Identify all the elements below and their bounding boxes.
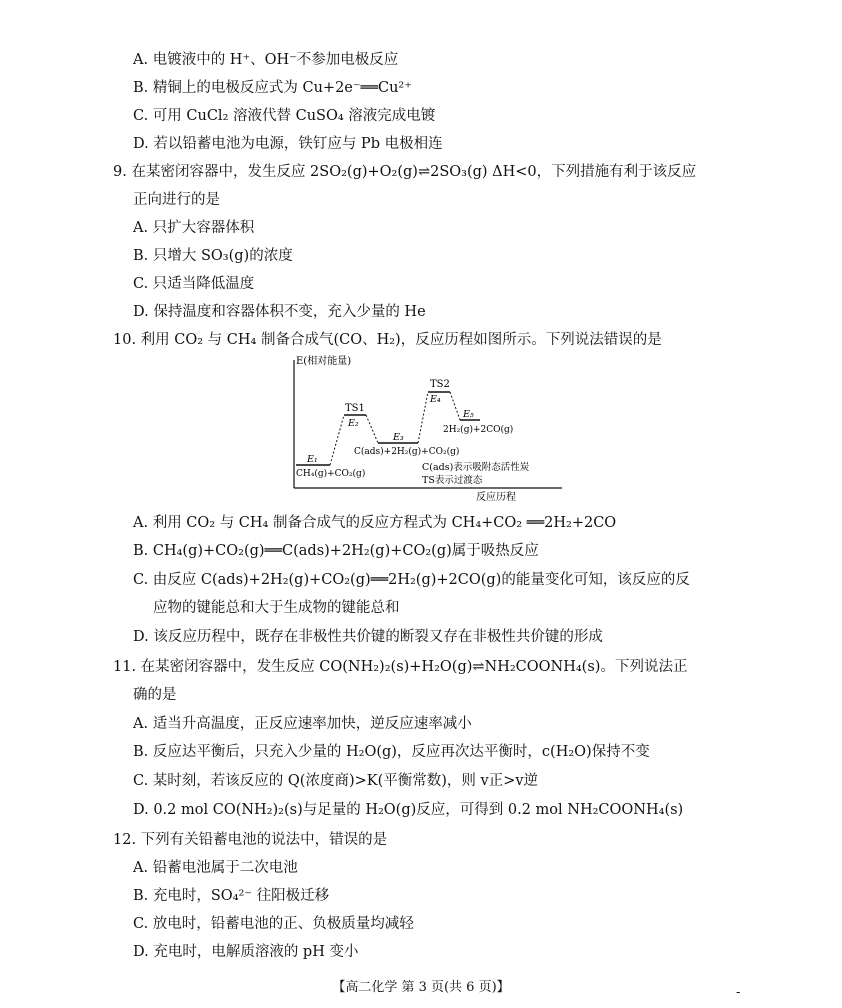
q11-stem-line2: 确的是 [133,687,177,703]
label-products: 2H₂(g)+2CO(g) [443,425,514,435]
label-e4: E₄ [430,394,441,405]
q11-option-a: A. 适当升高温度，正反应速率加快，逆反应速率减小 [133,716,472,732]
q8-option-c: C. 可用 CuCl₂ 溶液代替 CuSO₄ 溶液完成电镀 [133,108,436,124]
label-e1: E₁ [307,454,318,465]
q11-stem-line1: 11. 在某密闭容器中，发生反应 CO(NH₂)₂(s)+H₂O(g)⇌NH₂COONH₄(s)。下列说法正 [113,659,688,675]
q11-option-b: B. 反应达平衡后，只充入少量的 H₂O(g)，反应再次达平衡时，c(H₂O)保持不变 [133,744,650,760]
label-e2: E₂ [348,418,359,429]
q11-option-d: D. 0.2 mol CO(NH₂)₂(s)与足量的 H₂O(g)反应，可得到 0.2 mol NH₂COONH₄(s) [133,802,684,818]
x-axis-label: 反应历程 [476,492,516,503]
q8-option-d: D. 若以铅蓄电池为电源，铁钉应与 Pb 电极相连 [133,136,443,152]
label-e3: E₃ [393,432,404,443]
label-ts2: TS2 [430,379,450,390]
q8-option-a: A. 电镀液中的 H⁺、OH⁻不参加电极反应 [133,52,399,68]
q12-option-d: D. 充电时，电解质溶液的 pH 变小 [133,944,359,960]
q10-option-c-cont: 应物的键能总和大于生成物的键能总和 [153,600,400,616]
y-axis-label: E(相对能量) [296,356,352,367]
q10-option-b: B. CH₄(g)+CO₂(g)══C(ads)+2H₂(g)+CO₂(g)属于吸热反应 [133,543,539,559]
q12-option-b: B. 充电时，SO₄²⁻ 往阳极迁移 [133,888,330,904]
note-ts: TS表示过渡态 [422,475,483,486]
corner-mark: - [736,985,741,1000]
q9-option-c: C. 只适当降低温度 [133,276,255,292]
q10-option-d: D. 该反应历程中，既存在非极性共价键的断裂又存在非极性共价键的形成 [133,629,603,645]
q10-option-c: C. 由反应 C(ads)+2H₂(g)+CO₂(g)══2H₂(g)+2CO(g)的能量变化可知，该反应的反 [133,572,690,588]
page-footer: 【高二化学 第 3 页(共 6 页)】 [332,980,510,995]
q12-stem: 12. 下列有关铅蓄电池的说法中，错误的是 [113,832,388,848]
q9-option-d: D. 保持温度和容器体积不变，充入少量的 He [133,304,426,320]
energy-profile-diagram [280,352,570,504]
q9-stem-line1: 9. 在某密闭容器中，发生反应 2SO₂(g)+O₂(g)⇌2SO₃(g) ΔH<0，下列措施有利于该反应 [113,164,697,180]
label-ts1: TS1 [345,403,365,414]
q9-stem-line2: 正向进行的是 [133,192,220,208]
q12-option-c: C. 放电时，铅蓄电池的正、负极质量均减轻 [133,916,414,932]
q12-option-a: A. 铅蓄电池属于二次电池 [133,860,298,876]
q11-option-c: C. 某时刻，若该反应的 Q(浓度商)>K(平衡常数)，则 v正>v逆 [133,773,539,789]
q10-option-a: A. 利用 CO₂ 与 CH₄ 制备合成气的反应方程式为 CH₄+CO₂ ══2H₂+2CO [133,515,617,531]
label-intermediate: C(ads)+2H₂(g)+CO₂(g) [354,447,460,457]
q9-option-a: A. 只扩大容器体积 [133,220,255,236]
q9-option-b: B. 只增大 SO₃(g)的浓度 [133,248,293,264]
note-ads: C(ads)表示吸附态活性炭 [422,462,530,473]
q10-stem: 10. 利用 CO₂ 与 CH₄ 制备合成气(CO、H₂)，反应历程如图所示。下列说法错误的是 [113,332,662,348]
label-e5: E₅ [463,409,474,420]
q8-option-b: B. 精铜上的电极反应式为 Cu+2e⁻══Cu²⁺ [133,80,412,96]
label-reactants: CH₄(g)+CO₂(g) [296,469,366,479]
